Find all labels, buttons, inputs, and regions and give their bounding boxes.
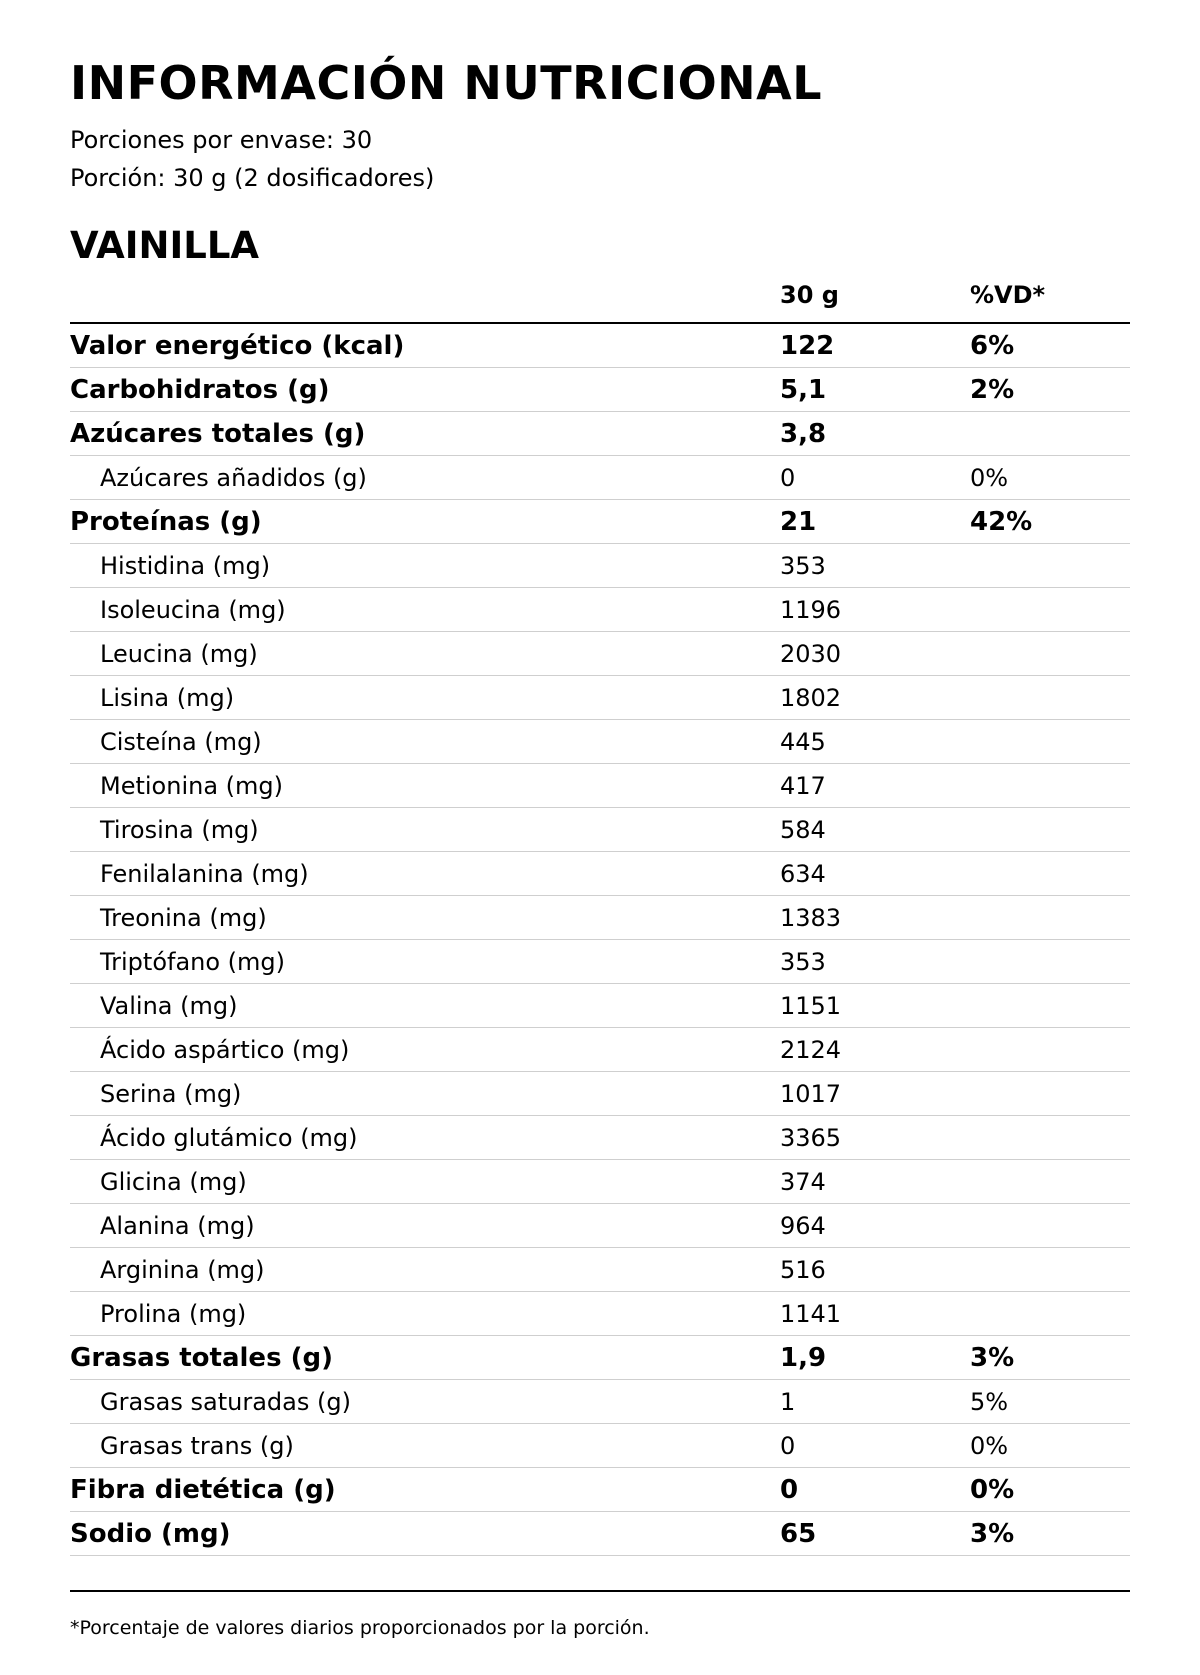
nutrition-table bbox=[70, 324, 1130, 1556]
nutrient-name: Lisina (mg) bbox=[100, 683, 235, 712]
nutrient-amount: 2030 bbox=[780, 639, 842, 668]
table-row bbox=[70, 764, 1130, 808]
table-row bbox=[70, 1072, 1130, 1116]
nutrient-daily-value: 3% bbox=[970, 1342, 1015, 1373]
nutrient-name: Leucina (mg) bbox=[100, 639, 258, 668]
nutrient-amount: 2124 bbox=[780, 1035, 842, 1064]
column-header-amount: 30 g bbox=[780, 281, 839, 309]
nutrient-name: Azúcares añadidos (g) bbox=[100, 463, 367, 492]
nutrient-amount: 1141 bbox=[780, 1299, 842, 1328]
nutrient-daily-value: 42% bbox=[970, 506, 1033, 537]
nutrient-name: Triptófano (mg) bbox=[100, 947, 286, 976]
nutrient-daily-value: 6% bbox=[970, 330, 1015, 361]
table-row bbox=[70, 368, 1130, 412]
page-title: INFORMACIÓN NUTRICIONAL bbox=[70, 56, 823, 110]
nutrient-amount: 964 bbox=[780, 1211, 826, 1240]
nutrient-daily-value: 0% bbox=[970, 463, 1009, 492]
nutrient-name: Grasas trans (g) bbox=[100, 1431, 294, 1460]
nutrient-amount: 1 bbox=[780, 1387, 796, 1416]
nutrient-amount: 634 bbox=[780, 859, 826, 888]
table-row bbox=[70, 852, 1130, 896]
table-row bbox=[70, 1512, 1130, 1556]
nutrient-amount: 5,1 bbox=[780, 374, 827, 405]
table-row bbox=[70, 1292, 1130, 1336]
nutrient-name: Fibra dietética (g) bbox=[70, 1474, 336, 1505]
nutrient-name: Grasas totales (g) bbox=[70, 1342, 333, 1373]
nutrient-name: Glicina (mg) bbox=[100, 1167, 247, 1196]
nutrient-name: Ácido glutámico (mg) bbox=[100, 1123, 358, 1152]
nutrient-daily-value: 0% bbox=[970, 1431, 1009, 1460]
nutrient-amount: 1,9 bbox=[780, 1342, 827, 1373]
nutrient-amount: 21 bbox=[780, 506, 817, 537]
nutrient-name: Prolina (mg) bbox=[100, 1299, 247, 1328]
nutrient-amount: 65 bbox=[780, 1518, 817, 1549]
nutrient-name: Treonina (mg) bbox=[100, 903, 267, 932]
nutrient-name: Ácido aspártico (mg) bbox=[100, 1035, 350, 1064]
nutrient-name: Azúcares totales (g) bbox=[70, 418, 366, 449]
table-row bbox=[70, 940, 1130, 984]
servings-per-container: Porciones por envase: 30 bbox=[70, 126, 373, 154]
nutrient-name: Tirosina (mg) bbox=[100, 815, 259, 844]
table-row bbox=[70, 808, 1130, 852]
nutrient-name: Grasas saturadas (g) bbox=[100, 1387, 351, 1416]
nutrient-amount: 353 bbox=[780, 947, 826, 976]
nutrient-amount: 374 bbox=[780, 1167, 826, 1196]
nutrient-amount: 1383 bbox=[780, 903, 842, 932]
table-row bbox=[70, 984, 1130, 1028]
nutrient-amount: 516 bbox=[780, 1255, 826, 1284]
nutrient-name: Histidina (mg) bbox=[100, 551, 271, 580]
nutrient-name: Alanina (mg) bbox=[100, 1211, 255, 1240]
table-row bbox=[70, 324, 1130, 368]
nutrient-name: Valor energético (kcal) bbox=[70, 330, 405, 361]
table-row bbox=[70, 1336, 1130, 1380]
nutrient-daily-value: 3% bbox=[970, 1518, 1015, 1549]
nutrient-amount: 3365 bbox=[780, 1123, 842, 1152]
nutrient-name: Valina (mg) bbox=[100, 991, 238, 1020]
serving-size: Porción: 30 g (2 dosificadores) bbox=[70, 164, 435, 192]
table-row bbox=[70, 1116, 1130, 1160]
nutrient-amount: 353 bbox=[780, 551, 826, 580]
table-row bbox=[70, 1204, 1130, 1248]
nutrient-amount: 584 bbox=[780, 815, 826, 844]
nutrient-amount: 0 bbox=[780, 1431, 796, 1460]
nutrient-amount: 1017 bbox=[780, 1079, 842, 1108]
nutrient-amount: 1151 bbox=[780, 991, 842, 1020]
nutrient-name: Arginina (mg) bbox=[100, 1255, 265, 1284]
table-bottom-rule bbox=[70, 1590, 1130, 1592]
nutrient-daily-value: 0% bbox=[970, 1474, 1015, 1505]
nutrient-amount: 0 bbox=[780, 463, 796, 492]
footnote: *Porcentaje de valores diarios proporcionados por la porción. bbox=[70, 1617, 650, 1639]
table-row bbox=[70, 1468, 1130, 1512]
nutrient-name: Proteínas (g) bbox=[70, 506, 262, 537]
table-row bbox=[70, 720, 1130, 764]
table-row bbox=[70, 1380, 1130, 1424]
table-row bbox=[70, 1160, 1130, 1204]
nutrient-amount: 445 bbox=[780, 727, 826, 756]
table-row bbox=[70, 896, 1130, 940]
nutrient-amount: 122 bbox=[780, 330, 835, 361]
flavor-heading: VAINILLA bbox=[70, 224, 260, 267]
column-header-daily-value: %VD* bbox=[970, 281, 1046, 309]
table-row bbox=[70, 1424, 1130, 1468]
nutrient-name: Sodio (mg) bbox=[70, 1518, 231, 1549]
table-row bbox=[70, 544, 1130, 588]
nutrient-name: Fenilalanina (mg) bbox=[100, 859, 309, 888]
table-row bbox=[70, 412, 1130, 456]
nutrient-name: Cisteína (mg) bbox=[100, 727, 262, 756]
nutrient-name: Isoleucina (mg) bbox=[100, 595, 286, 624]
table-row bbox=[70, 1028, 1130, 1072]
table-row bbox=[70, 632, 1130, 676]
table-row bbox=[70, 1248, 1130, 1292]
nutrient-amount: 3,8 bbox=[780, 418, 827, 449]
nutrient-amount: 0 bbox=[780, 1474, 799, 1505]
table-row bbox=[70, 456, 1130, 500]
nutrient-name: Metionina (mg) bbox=[100, 771, 283, 800]
table-row bbox=[70, 500, 1130, 544]
nutrient-daily-value: 2% bbox=[970, 374, 1015, 405]
nutrient-name: Carbohidratos (g) bbox=[70, 374, 330, 405]
nutrient-name: Serina (mg) bbox=[100, 1079, 242, 1108]
table-row bbox=[70, 588, 1130, 632]
nutrient-amount: 1196 bbox=[780, 595, 842, 624]
nutrient-amount: 1802 bbox=[780, 683, 842, 712]
table-row bbox=[70, 676, 1130, 720]
nutrient-amount: 417 bbox=[780, 771, 826, 800]
nutrient-daily-value: 5% bbox=[970, 1387, 1009, 1416]
